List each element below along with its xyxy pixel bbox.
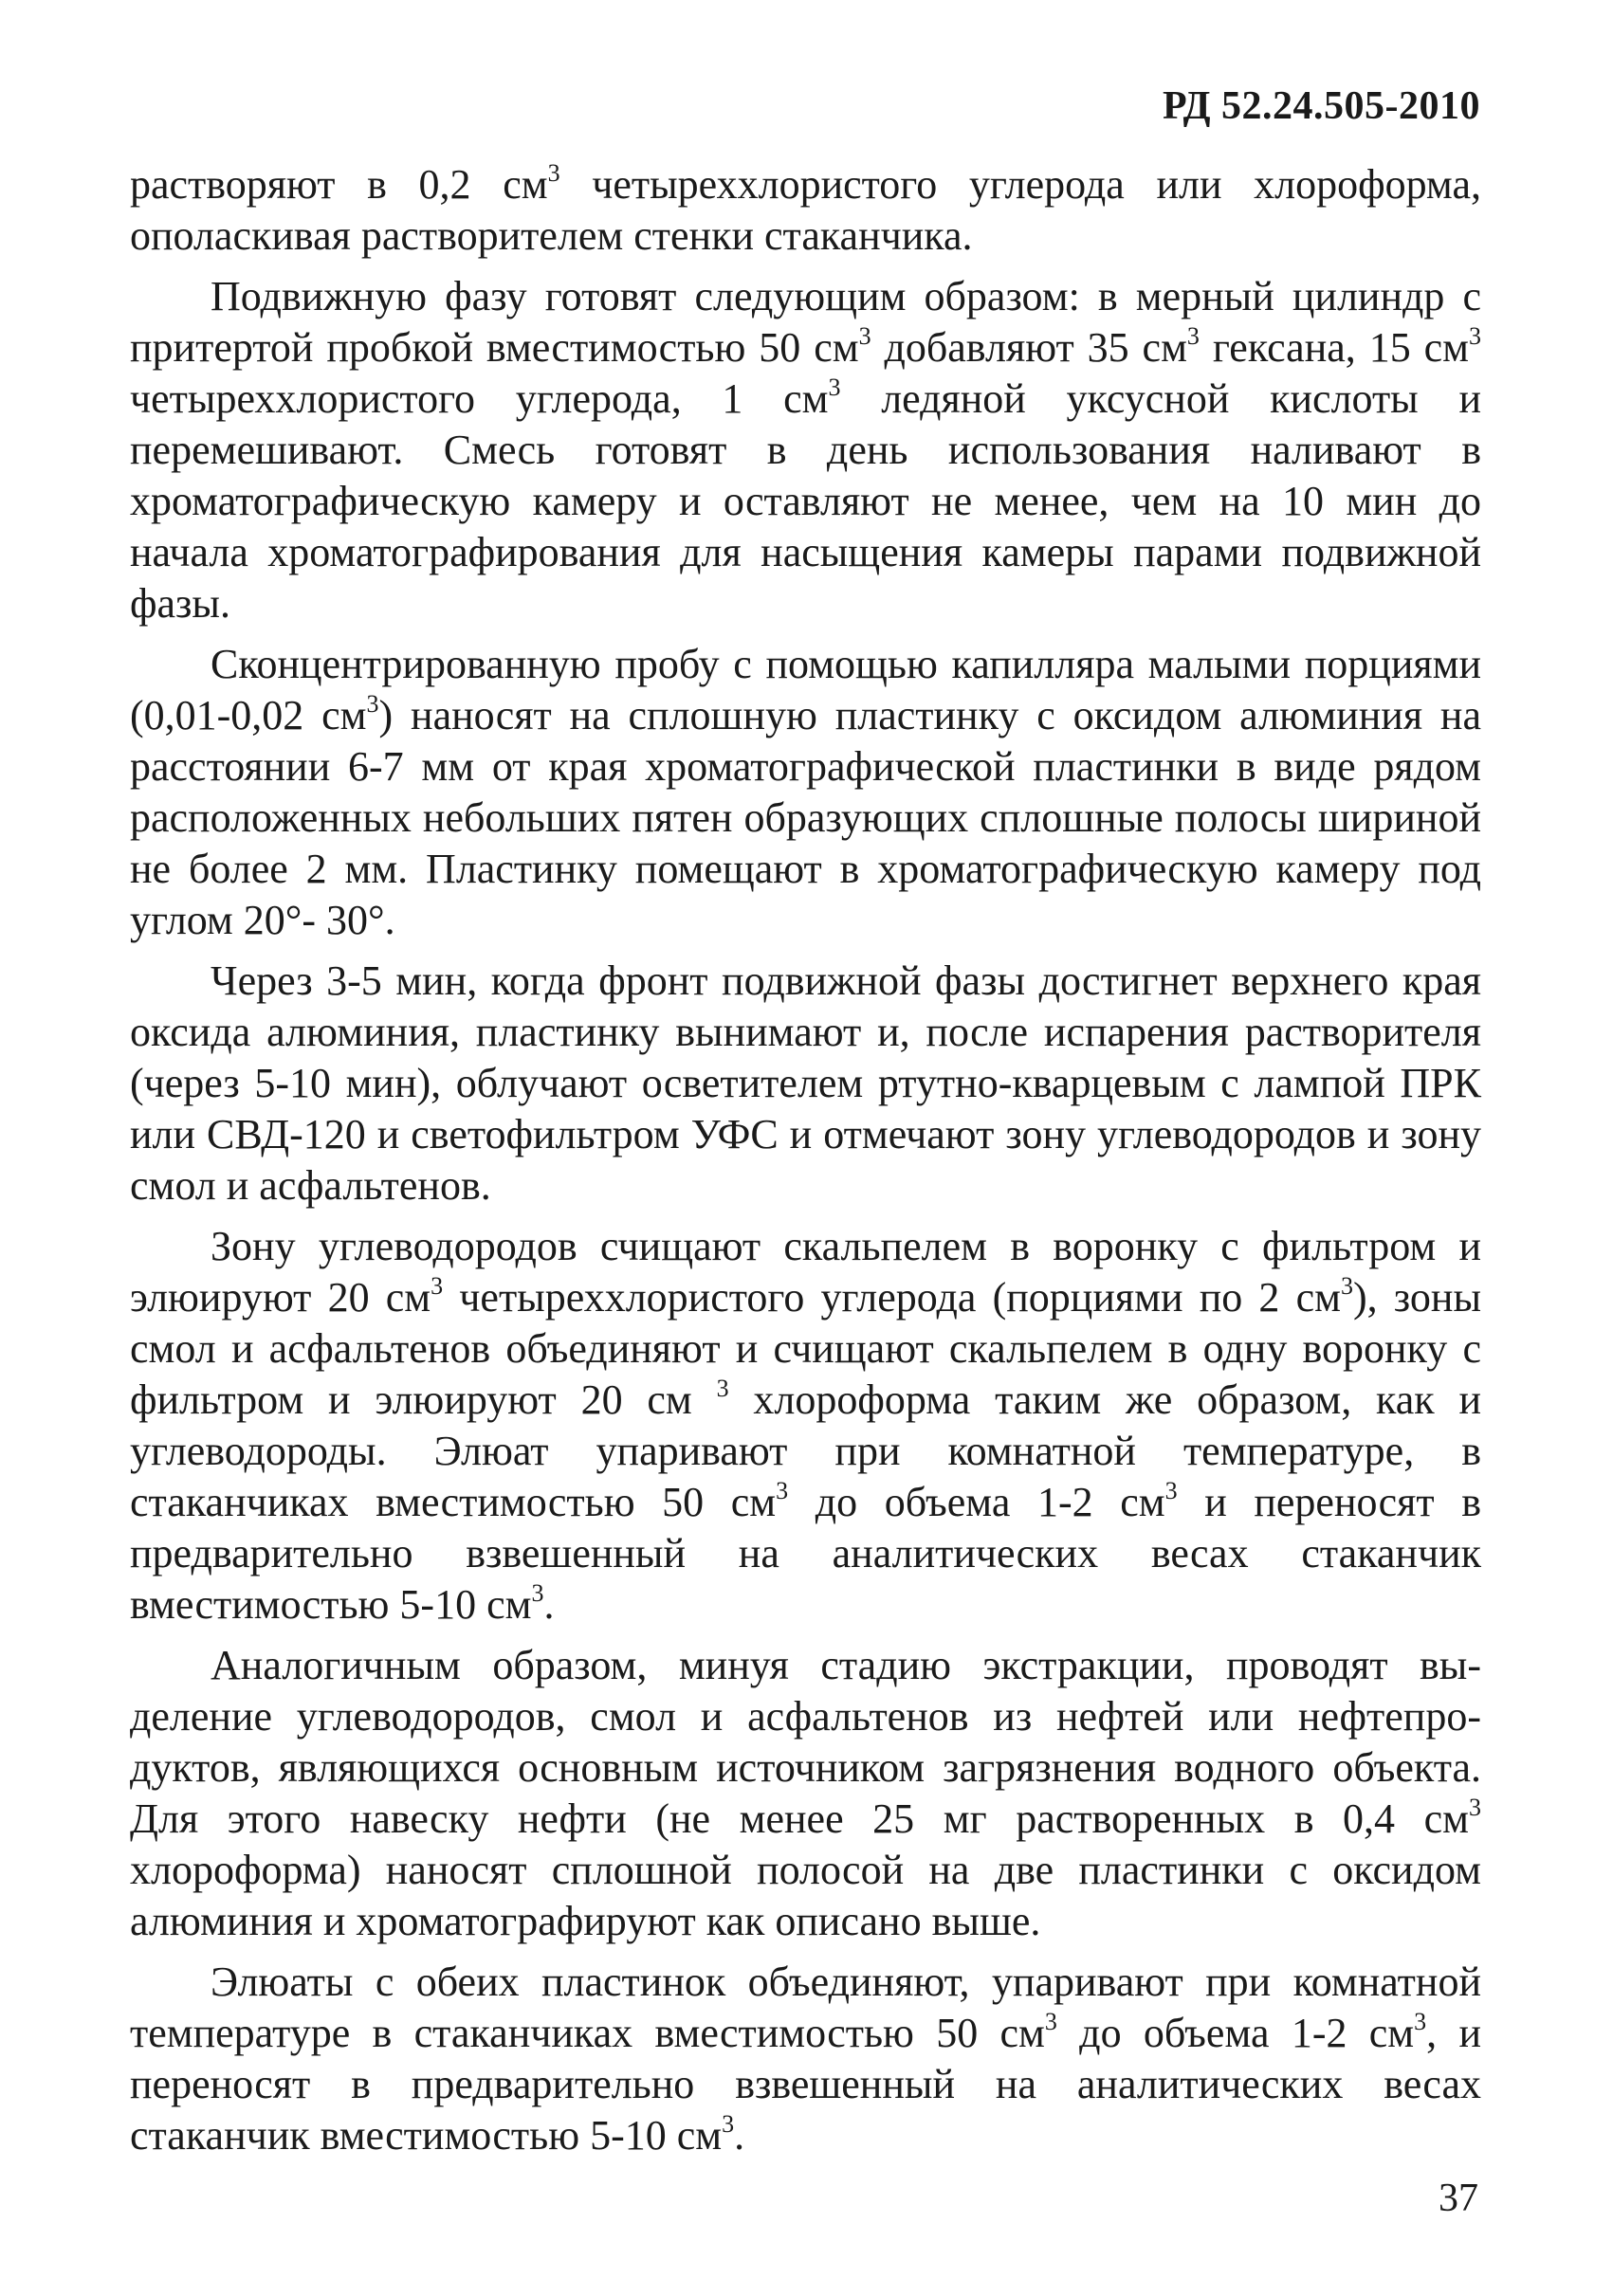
superscript: 3 — [722, 2110, 735, 2138]
text-run: . — [734, 2112, 745, 2159]
document-code-header: РД 52.24.505-2010 — [1162, 84, 1480, 128]
text-run: Сконцентрированную пробу с помощью капилляра малыми порциями (0,01-0,02 см — [130, 641, 1481, 738]
superscript: 3 — [1414, 2008, 1427, 2035]
text-run: добавляют 35 см — [871, 324, 1187, 371]
text-run: хлороформа таким же образом, как и углеводороды. Элюат упаривают при комнатной температуре, в стаканчиках вместимостью 50 см — [130, 1376, 1481, 1525]
text-run: ледяной уксусной кислоты и перемешивают. Смесь готовят в день использования наливают в хроматографическую камеру и оставляют не менее, чем на 10 мин до начала хроматографирования для насыщения камеры парами подвижной фазы. — [130, 375, 1481, 627]
superscript: 3 — [1044, 2008, 1057, 2035]
page-number: 37 — [1439, 2177, 1478, 2220]
paragraph — [130, 956, 1481, 1212]
superscript: 3 — [776, 1477, 789, 1504]
text-run: ) наносят на сплошную пластинку с оксидом алюминия на расстоянии 6-7 мм от края хроматографической пластинки в виде рядом расположенных небольших пятен образующих сплошные полосы шириной не более 2 мм. Пластинку помещают в хроматографическую камеру под углом 20°- 30°. — [130, 692, 1481, 943]
superscript: 3 — [1469, 1794, 1481, 1821]
superscript: 3 — [431, 1272, 444, 1300]
text-run: хлороформа) наносят сплошной полосой на две пластинки с оксидом алюминия и хроматографируют как описано выше. — [130, 1847, 1481, 1944]
text-run: до объема 1-2 см — [788, 1479, 1165, 1525]
text-run: растворяют в 0,2 см — [130, 161, 548, 208]
superscript: 3 — [547, 159, 560, 187]
text-run: четыреххлористого углерода или хлороформа, ополаскивая растворителем стенки стаканчика. — [130, 161, 1482, 259]
text-run: четыреххлористого углерода (порциями по 2 см — [443, 1274, 1341, 1321]
text-run: четыреххлористого углерода, 1 см — [130, 375, 829, 422]
superscript: 3 — [531, 1579, 544, 1607]
paragraph — [130, 1640, 1481, 1947]
text-run: гексана, 15 см — [1199, 324, 1469, 371]
text-run: , и переносят в предварительно взвешенный на аналитических весах стаканчик вместимостью 5-10 см — [130, 2010, 1482, 2159]
superscript: 3 — [858, 322, 871, 350]
text-run: до объема 1-2 см — [1056, 2010, 1415, 2056]
superscript: 3 — [1164, 1477, 1178, 1504]
superscript: 3 — [1186, 322, 1200, 350]
paragraph — [130, 271, 1481, 629]
superscript: 3 — [1469, 322, 1481, 350]
text-run: Зону углеводородов счищают скальпелем в воронку с фильтром и элюируют 20 см — [130, 1223, 1481, 1321]
superscript: 3 — [1340, 1272, 1353, 1300]
text-run: Аналогичным образом, минуя стадию экстракции, проводят выделение углеводородов, смол и асфальтенов из нефтей или нефтепродуктов, являющихся основным источником загрязнения водного объекта. Для этого навеску нефти (не менее 25 мг растворенных в 0,4 см — [130, 1642, 1481, 1842]
paragraph — [130, 639, 1481, 946]
text-run: Через 3-5 мин, когда фронт подвижной фазы достигнет верхнего края оксида алюминия, пластинку вынимают и, после испарения растворителя (через 5-10 мин), облучают осветителем ртутно-кварцевым с лампой ПРК или СВД-120 и светофильтром УФС и отмечают зону углеводородов и зону смол и асфальтенов. — [130, 957, 1481, 1209]
document-body — [130, 159, 1481, 2171]
paragraph — [130, 159, 1481, 262]
paragraph — [130, 1221, 1481, 1631]
text-run: Элюаты с обеих пластинок объединяют, упаривают при комнатной температуре в стаканчиках вместимостью 50 см — [130, 1959, 1481, 2056]
text-run: ), зоны смол и асфальтенов объединяют и счищают скальпелем в одну воронку с фильтром и элюируют 20 см — [130, 1274, 1482, 1423]
superscript: 3 — [828, 374, 841, 401]
text-run: Подвижную фазу готовят следующим образом: в мерный цилиндр с притертой пробкой вместимостью 50 см — [130, 273, 1481, 371]
text-run: и переносят в предварительно взвешенный на аналитических весах стаканчик вместимостью 5-10 см — [130, 1479, 1481, 1628]
superscript: 3 — [716, 1375, 729, 1402]
superscript: 3 — [366, 690, 379, 718]
text-run: . — [543, 1581, 555, 1628]
paragraph — [130, 1957, 1481, 2161]
